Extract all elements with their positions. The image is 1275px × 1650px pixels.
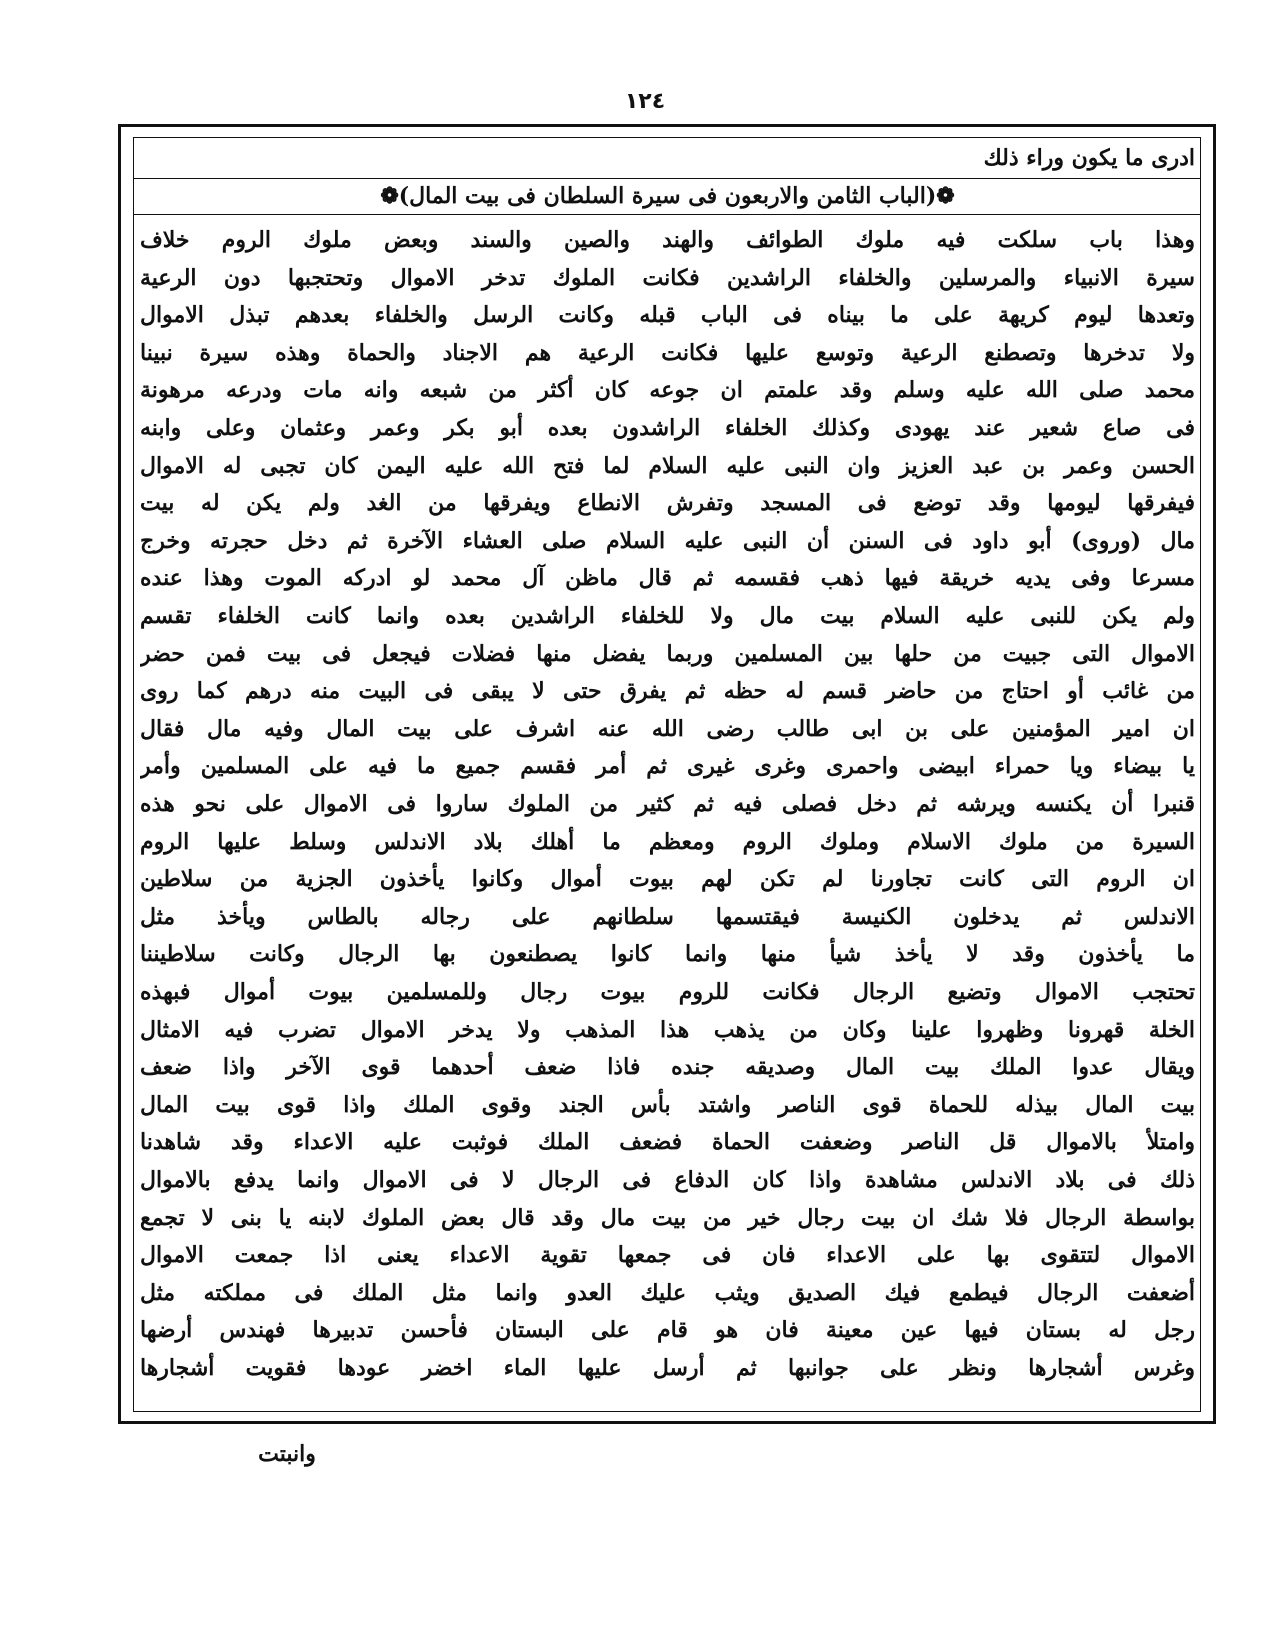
body-line: من غائب أو احتاج من حاضر قسم له حظه ثم يفرق حتى لا يبقى فى البيت منه درهم كما روى <box>140 678 1195 705</box>
body-line: يا بيضاء ويا حمراء ابيضى واحمرى وغرى غيرى ثم أمر فقسم جميع ما فيه على المسلمين وأمر <box>140 753 1195 780</box>
body-line: ولا تدخرها وتصطنع الرعية وتوسع عليها فكانت الرعية هم الاجناد والحماة وهذه سيرة نبينا <box>140 339 1195 366</box>
body-line: الاندلس ثم يدخلون الكنيسة فيقتسمها سلطانهم على رجاله بالطاس ويأخذ مثل <box>140 903 1195 930</box>
body-line: ما يأخذون وقد لا يأخذ شيأ منها وانما كانوا يصطنعون بها الرجال وكانت سلاطيننا <box>140 941 1195 968</box>
body-line: فيفرقها ليومها وقد توضع فى المسجد وتفرش الانطاع ويفرقها من الغد ولم يكن له بيت <box>140 490 1195 517</box>
body-line: ذلك فى بلاد الاندلس مشاهدة واذا كان الدفاع فى الرجال لا فى الاموال وانما يدفع بالاموال <box>140 1167 1195 1193</box>
body-line: تحتجب الاموال وتضيع الرجال فكانت للروم بيوت رجال وللمسلمين بيوت أموال فبهذه <box>140 979 1195 1005</box>
body-line: بواسطة الرجال فلا شك ان بيت رجال خير من بيت مال وقد قال بعض الملوك لابنه يا بنى لا تجمع <box>140 1204 1195 1231</box>
body-line: قنبرا أن يكنسه ويرشه ثم دخل فصلى فيه ثم كثير من الملوك ساروا فى الاموال على نحو هذه <box>140 791 1195 817</box>
body-line: ان امير المؤمنين على بن ابى طالب رضى الله عنه اشرف على بيت المال وفيه مال فقال <box>140 715 1195 742</box>
body-line: الاموال التى جبيت من حلها بين المسلمين وربما يفضل منها فضلات فيجعل فى بيت فمن حضر <box>140 640 1195 667</box>
body-line: وامتلأ بالاموال قل الناصر وضعفت الحماة فضعف الملك فوثبت عليه الاعداء وقد شاهدنا <box>140 1129 1195 1156</box>
body-line: وهذا باب سلكت فيه ملوك الطوائف والهند والصين والسند وبعض ملوك الروم خلاف <box>140 227 1195 253</box>
catchword: وانبتت <box>258 1441 316 1467</box>
body-line: الاموال لتتقوى بها على الاعداء فان فى جمعها تقوية الاعداء يعنى اذا جمعت الاموال <box>140 1242 1195 1269</box>
body-line: الحسن وعمر بن عبد العزيز وان النبى عليه السلام لما فتح الله عليه اليمن كان تجبى له الاموال <box>140 452 1195 479</box>
body-line: محمد صلى الله عليه وسلم وقد علمتم ان جوعه كان أكثر من شبعه وانه مات ودرعه مرهونة <box>140 377 1195 404</box>
chapter-title: ❁(الباب الثامن والاربعون فى سيرة السلطان فى بيت المال)❁ <box>380 183 955 209</box>
body-line: مال (وروى) أبو داود فى السنن أن النبى عليه السلام صلى العشاء الآخرة ثم دخل حجرته وخرج <box>140 527 1195 554</box>
body-line: السيرة من ملوك الاسلام وملوك الروم ومعظم ما أهلك بلاد الاندلس وسلط عليها الروم <box>140 828 1195 855</box>
body-line: رجل له بستان فيها عين معينة فان هو قام على البستان فأحسن تدبيرها فهندس أرضها <box>140 1317 1195 1344</box>
body-line: مسرعا وفى يديه خريقة فيها ذهب فقسمه ثم قال ماظن آل محمد لو ادركه الموت وهذا عنده <box>140 565 1195 592</box>
body-line: بيت المال بيذله للحماة قوى الناصر واشتد بأس الجند وقوى الملك واذا قوى بيت المال <box>140 1091 1195 1118</box>
body-line: سيرة الانبياء والمرسلين والخلفاء الراشدين فكانت الملوك تدخر الاموال وتحتجبها دون الرعية <box>140 264 1195 291</box>
page-number: ١٢٤ <box>624 89 666 114</box>
body-line: ان الروم التى كانت تجاورنا لم تكن لهم بيوت أموال وكانوا يأخذون الجزية من سلاطين <box>140 866 1195 893</box>
body-line: ولم يكن للنبى عليه السلام بيت مال ولا للخلفاء الراشدين بعده وانما كانت الخلفاء تقسم <box>140 603 1195 629</box>
body-line: وتعدها ليوم كريهة على ما بيناه فى الباب قبله وكانت الرسل والخلفاء بعدهم تبذل الاموال <box>140 302 1195 329</box>
body-line: أضعفت الرجال فيطمع فيك الصديق ويثب عليك العدو وانما مثل الملك فى مملكته مثل <box>140 1279 1195 1306</box>
body-line: وغرس أشجارها ونظر على جوانبها ثم أرسل عليها الماء اخضر عودها فقويت أشجارها <box>140 1355 1195 1381</box>
running-head: ادرى ما يكون وراء ذلك <box>983 145 1195 171</box>
body-line: فى صاع شعير عند يهودى وكذلك الخلفاء الراشدون بعده أبو بكر وعمر وعثمان وعلى وابنه <box>140 415 1195 441</box>
body-line: الخلة قهرونا وظهروا علينا وكان من يذهب هذا المذهب ولا يدخر الاموال تضرب فيه الامثال <box>140 1016 1195 1043</box>
title-divider <box>133 214 1201 215</box>
body-line: ويقال عدوا الملك بيت المال وصديقه جنده فاذا ضعف أحدهما قوى الآخر واذا ضعف <box>140 1054 1195 1081</box>
